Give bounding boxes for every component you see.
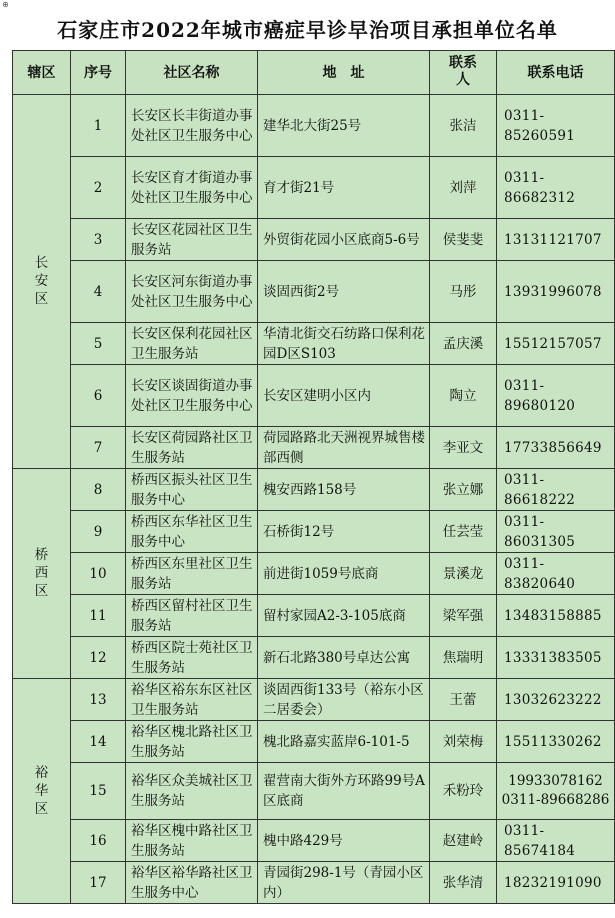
row-number: 1: [71, 95, 126, 157]
community-name: 裕华区槐北路社区卫生服务站: [126, 721, 258, 763]
address: 青园街298-1号（青园小区内）: [258, 862, 430, 904]
address: 槐安西路158号: [258, 469, 430, 511]
phone-number: 13931996078: [497, 261, 615, 323]
community-name: 桥西区东华社区卫生服务中心: [126, 511, 258, 553]
table-row: [13, 365, 615, 427]
table-row: [13, 763, 615, 820]
row-number: 7: [71, 427, 126, 469]
row-number: 4: [71, 261, 126, 323]
contact-person: 张华清: [430, 862, 497, 904]
community-name: 裕华区众美城社区卫生服务站: [126, 763, 258, 820]
address: 荷园路路北天洲视界城售楼部西侧: [258, 427, 430, 469]
table-row: [13, 595, 615, 637]
community-name: 长安区保利花园社区卫生服务站: [126, 323, 258, 365]
contact-person: 刘荣梅: [430, 721, 497, 763]
table-row: [13, 323, 615, 365]
phone-number: 13131121707: [497, 219, 615, 261]
phone-number: 0311-86031305: [497, 511, 615, 553]
contact-person: 孟庆溪: [430, 323, 497, 365]
address: 谈固西街2号: [258, 261, 430, 323]
row-number: 5: [71, 323, 126, 365]
region-cell: 桥西区: [13, 469, 71, 679]
contact-person: 焦瑞明: [430, 637, 497, 679]
row-number: 8: [71, 469, 126, 511]
contact-person: 梁军强: [430, 595, 497, 637]
phone-number: 0311-85674184: [497, 820, 615, 862]
community-name: 桥西区东里社区卫生服务站: [126, 553, 258, 595]
community-name: 长安区育才街道办事处社区卫生服务中心: [126, 157, 258, 219]
phone-number: 19933078162 0311-89668286: [497, 763, 615, 820]
phone-number: 15511330262: [497, 721, 615, 763]
phone-number: 13331383505: [497, 637, 615, 679]
phone-number: 13032623222: [497, 679, 615, 721]
contact-person: 景溪龙: [430, 553, 497, 595]
table-row: [13, 219, 615, 261]
contact-person: 张立娜: [430, 469, 497, 511]
phone-number: 13483158885: [497, 595, 615, 637]
community-name: 桥西区振头社区卫生服务中心: [126, 469, 258, 511]
table-row: [13, 721, 615, 763]
header-no: 序号: [71, 51, 126, 95]
phone-number: 0311-83820640: [497, 553, 615, 595]
header-name: 社区名称: [126, 51, 258, 95]
phone-number: 15512157057: [497, 323, 615, 365]
table-row: [13, 511, 615, 553]
community-name: 长安区荷园路社区卫生服务站: [126, 427, 258, 469]
row-number: 6: [71, 365, 126, 427]
address: 留村家园A2-3-105底商: [258, 595, 430, 637]
row-number: 13: [71, 679, 126, 721]
contact-person: 赵建岭: [430, 820, 497, 862]
page-title: 石家庄市2022年城市癌症早诊早治项目承担单位名单: [57, 18, 558, 42]
row-number: 16: [71, 820, 126, 862]
phone-number: 0311-89680120: [497, 365, 615, 427]
address: 槐北路嘉实蓝岸6-101-5: [258, 721, 430, 763]
contact-person: 马彤: [430, 261, 497, 323]
contact-person: 李亚文: [430, 427, 497, 469]
row-number: 15: [71, 763, 126, 820]
address: 新石北路380号卓达公寓: [258, 637, 430, 679]
contact-person: 侯斐斐: [430, 219, 497, 261]
contact-person: 陶立: [430, 365, 497, 427]
table-row: [13, 157, 615, 219]
table-row: [13, 820, 615, 862]
region-cell: 裕华区: [13, 679, 71, 904]
table-row: [13, 553, 615, 595]
table-row: [13, 637, 615, 679]
address: 谈固西街133号（裕东小区二居委会）: [258, 679, 430, 721]
table-row: [13, 862, 615, 904]
row-number: 10: [71, 553, 126, 595]
phone-number: 18232191090: [497, 862, 615, 904]
unit-table: [12, 50, 615, 904]
header-region: 辖区: [13, 51, 71, 95]
address: 石桥街12号: [258, 511, 430, 553]
address: 槐中路429号: [258, 820, 430, 862]
contact-person: 禾粉玲: [430, 763, 497, 820]
contact-person: 王蕾: [430, 679, 497, 721]
address: 前进街1059号底商: [258, 553, 430, 595]
table-row: [13, 679, 615, 721]
phone-number: 0311-85260591: [497, 95, 615, 157]
table-header-row: [13, 51, 615, 95]
address: 建华北大街25号: [258, 95, 430, 157]
row-number: 12: [71, 637, 126, 679]
community-name: 裕华区裕东东区社区卫生服务站: [126, 679, 258, 721]
row-number: 9: [71, 511, 126, 553]
community-name: 裕华区裕华路社区卫生服务中心: [126, 862, 258, 904]
address: 翟营南大街外方环路99号A区底商: [258, 763, 430, 820]
row-number: 2: [71, 157, 126, 219]
row-number: 11: [71, 595, 126, 637]
community-name: 长安区谈固街道办事处社区卫生服务中心: [126, 365, 258, 427]
row-number: 17: [71, 862, 126, 904]
table-row: [13, 469, 615, 511]
header-contact: 联系人: [430, 51, 497, 95]
address: 育才街21号: [258, 157, 430, 219]
community-name: 长安区长丰街道办事处社区卫生服务中心: [126, 95, 258, 157]
community-name: 桥西区留村社区卫生服务站: [126, 595, 258, 637]
community-name: 长安区花园社区卫生服务站: [126, 219, 258, 261]
table-row: [13, 95, 615, 157]
contact-person: 任芸莹: [430, 511, 497, 553]
header-phone: 联系电话: [497, 51, 615, 95]
community-name: 裕华区槐中路社区卫生服务站: [126, 820, 258, 862]
table-row: [13, 427, 615, 469]
address: 长安区建明小区内: [258, 365, 430, 427]
corner-mark-icon: ⊕: [2, 0, 9, 9]
row-number: 3: [71, 219, 126, 261]
address: 外贸街花园小区底商5-6号: [258, 219, 430, 261]
community-name: 长安区河东街道办事处社区卫生服务中心: [126, 261, 258, 323]
table-row: [13, 261, 615, 323]
row-number: 14: [71, 721, 126, 763]
contact-person: 刘萍: [430, 157, 497, 219]
contact-person: 张洁: [430, 95, 497, 157]
header-address: 地 址: [258, 51, 430, 95]
phone-number: 17733856649: [497, 427, 615, 469]
community-name: 桥西区院士苑社区卫生服务站: [126, 637, 258, 679]
region-cell: 长安区: [13, 95, 71, 469]
phone-number: 0311-86682312: [497, 157, 615, 219]
phone-number: 0311-86618222: [497, 469, 615, 511]
address: 华清北街交石纺路口保利花园D区S103: [258, 323, 430, 365]
